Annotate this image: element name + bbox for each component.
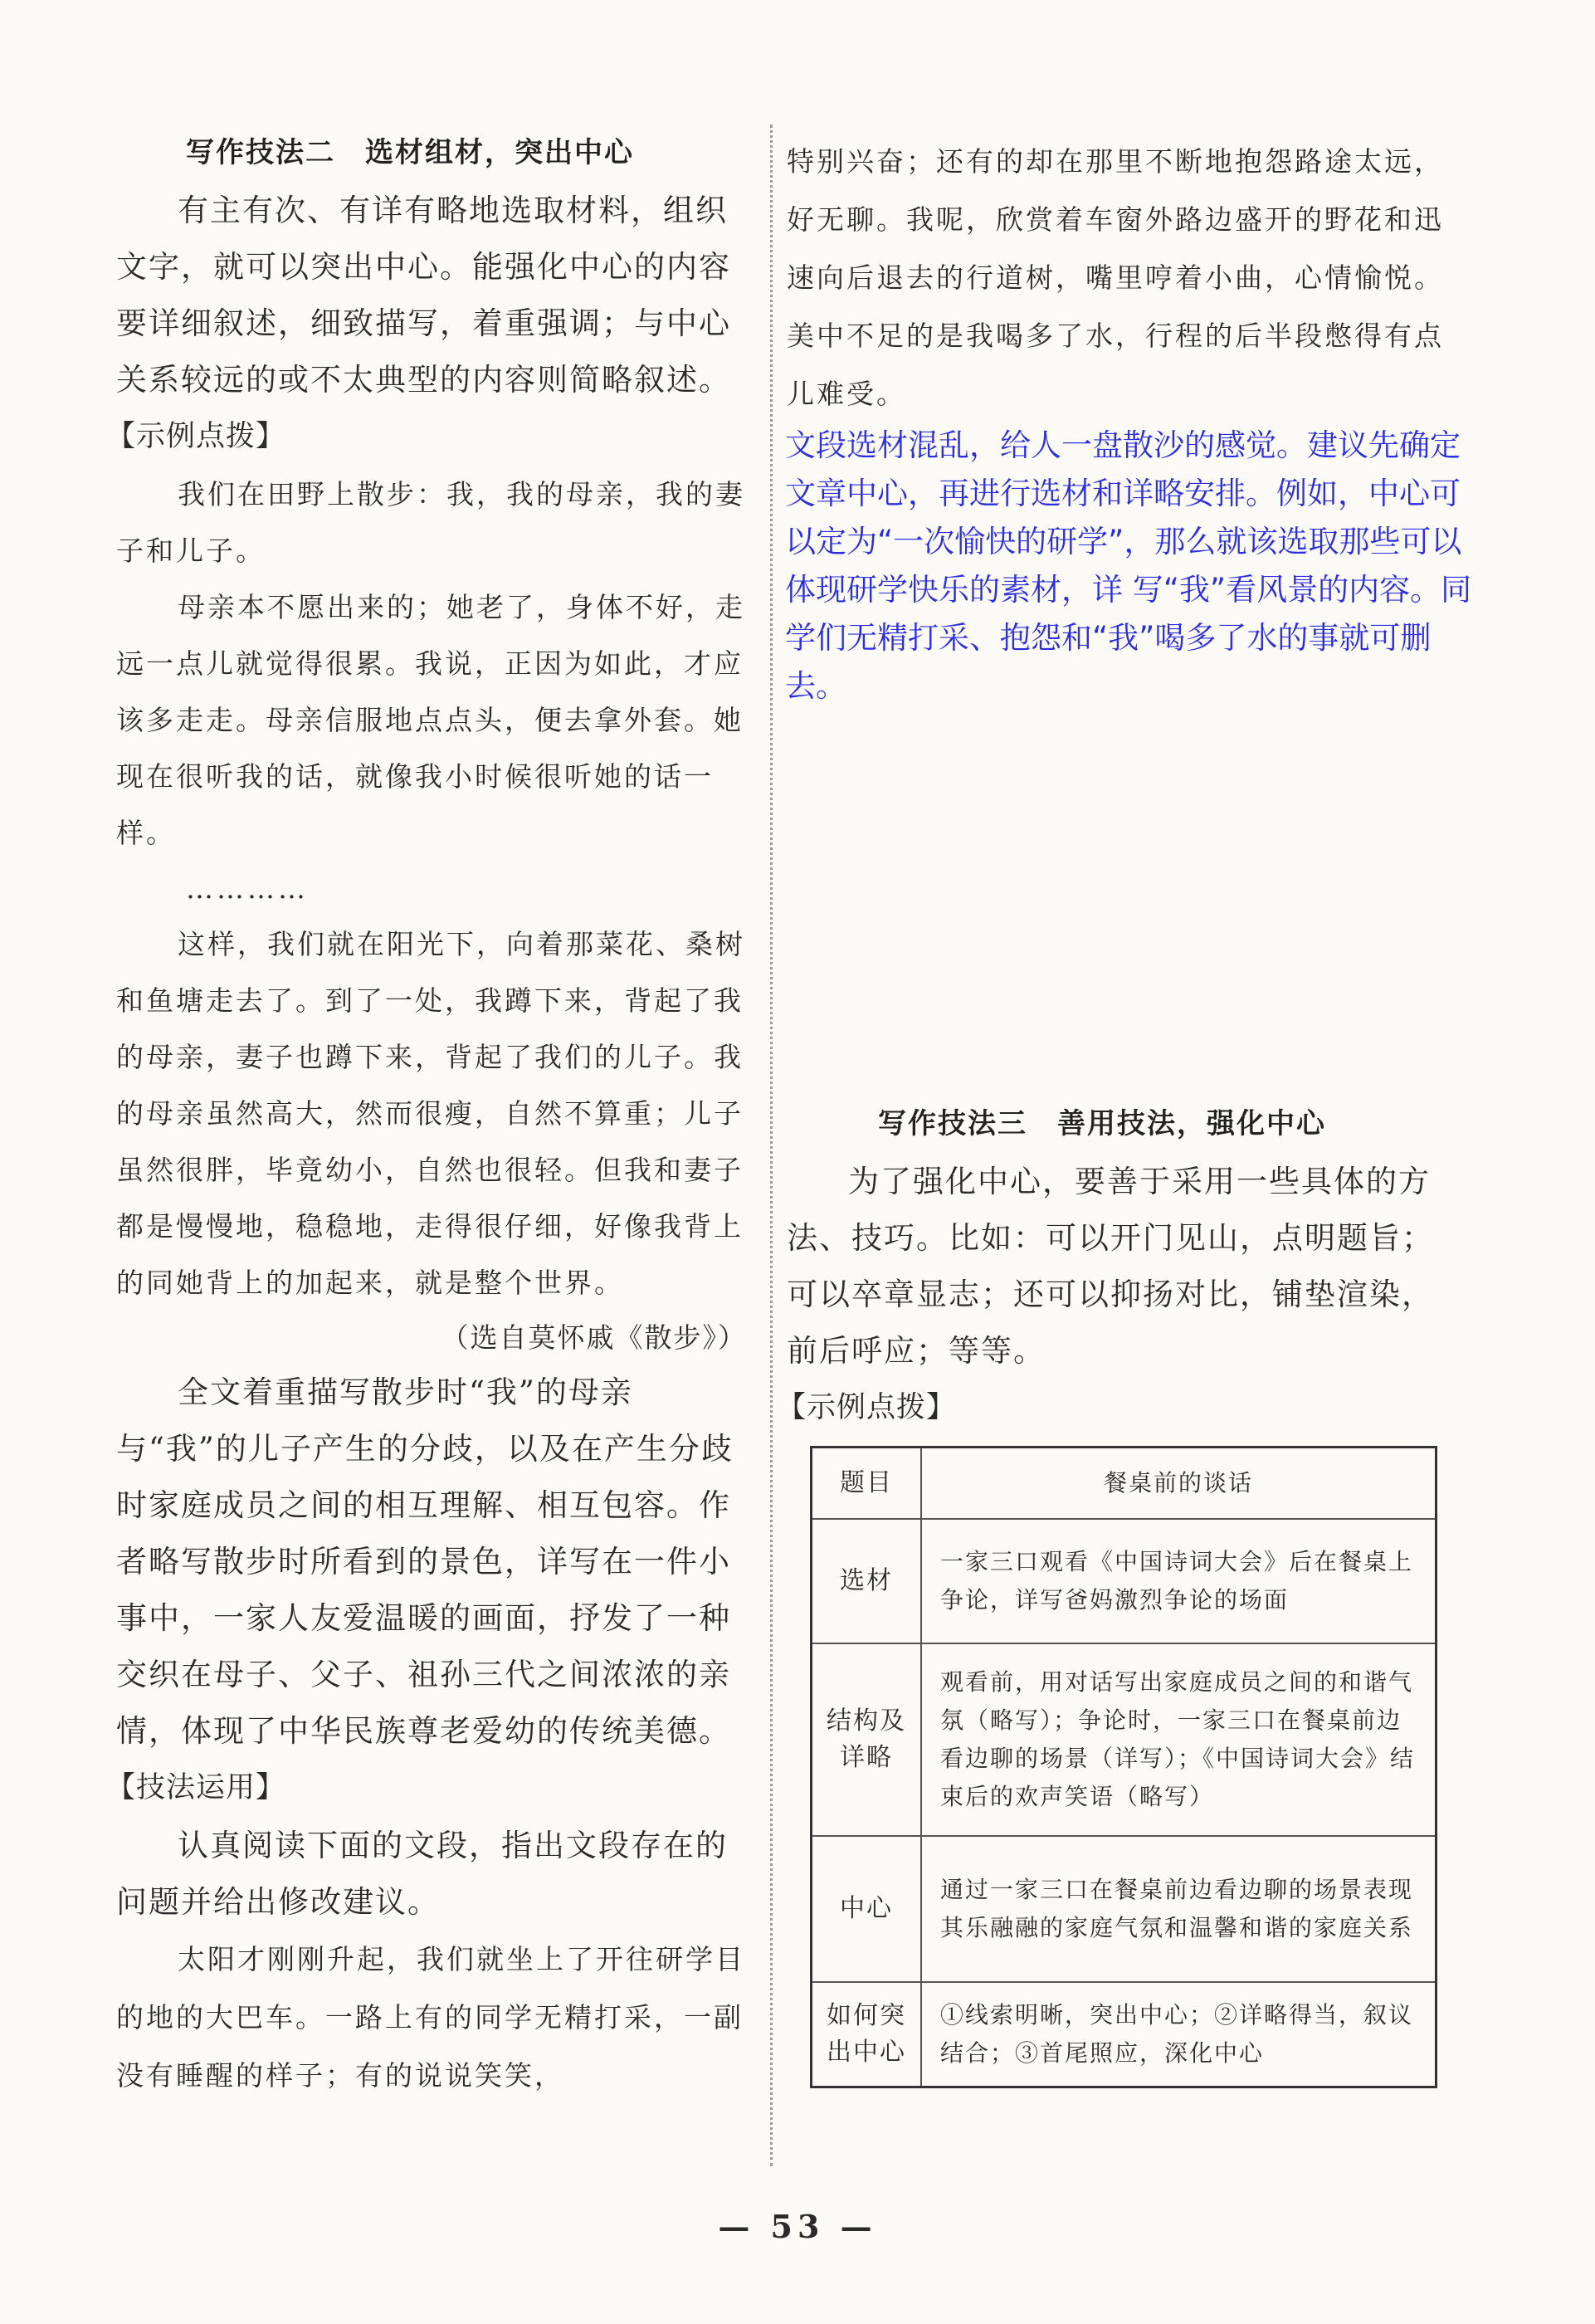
example-label: 【示例点拨】: [777, 1391, 957, 1424]
table-row: [812, 1643, 1436, 1836]
table-header-value: 餐桌前的谈话: [921, 1448, 1436, 1520]
handwritten-answer: 文段选材混乱，给人一盘散沙的感觉。建议先确定文章中心，再进行选材和详略安排。例如，中心可以定为“一次愉快的研学”，那么就该选取那些可以体现研学快乐的素材，详 写“我”看风景的内容。同学们无精打采、抱怨和“我”喝多了水的事就可删去。: [785, 427, 1472, 704]
table-row: [812, 1519, 1436, 1643]
table-row-key: 结构及详略: [812, 1643, 922, 1836]
section-heading-3: 写作技法三 善用技法，强化中心: [878, 1107, 1326, 1140]
section-intro: 为了强化中心，要善于采用一些具体的方法、技巧。比如：可以开门见山，点明题旨；可以卒章显志；还可以抑扬对比，铺垫渲染，前后呼应；等等。: [787, 1164, 1434, 1369]
example-paragraph: 我们在田野上散步：我，我的母亲，我的妻子和儿子。: [116, 478, 745, 567]
example-paragraph: 这样，我们就在阳光下，向着那菜花、桑树和鱼塘走去了。到了一处，我蹲下来，背起了我的母亲，妻子也蹲下来，背起了我们的儿子。我的母亲虽然高大，然而很瘦，自然不算重；儿子虽然很胖，毕竟幼小，自然也很轻。但我和妻子都是慢慢地，稳稳地，走得很仔细，好像我背上的同她背上的加起来，就是整个世界。: [116, 928, 745, 1299]
example-analysis: 全文着重描写散步时“我”的母亲与“我”的儿子产生的分歧，以及在产生分歧时家庭成员之间的相互理解、相互包容。作者略写散步时所看到的景色，详写在一件小事中，一家人友爱温暖的画面，抒发了一种交织在母子、父子、祖孙三代之间浓浓的亲情，体现了中华民族尊老爱幼的传统美德。: [116, 1374, 734, 1749]
table-row-value: 一家三口观看《中国诗词大会》后在餐桌上争论，详写爸妈激烈争论的场面: [921, 1519, 1436, 1643]
table-row-value: 观看前，用对话写出家庭成员之间的和谐气氛（略写）；争论时，一家三口在餐桌前边看边聊的场景（详写）；《中国诗词大会》结束后的欢声笑语（略写）: [921, 1643, 1436, 1836]
table-row-key: 中心: [812, 1836, 922, 1982]
section-heading-2: 写作技法二 选材组材，突出中心: [186, 136, 634, 169]
column-divider: [770, 124, 773, 2166]
example-source: （选自莫怀戚《散步》）: [441, 1321, 747, 1354]
table-header-row: [812, 1448, 1436, 1520]
table-row-key: 选材: [812, 1519, 922, 1643]
table-row: [812, 1836, 1436, 1982]
table-row-key: 如何突出中心: [812, 1982, 922, 2087]
practice-text: 太阳才刚刚升起，我们就坐上了开往研学目的地的大巴车。一路上有的同学无精打采，一副没有睡醒的样子；有的说说笑笑，: [116, 1943, 745, 2092]
table-row-value: 通过一家三口在餐桌前边看边聊的场景表现其乐融融的家庭气氛和温馨和谐的家庭关系: [921, 1836, 1436, 1982]
example-paragraph: 母亲本不愿出来的；她老了，身体不好，走远一点儿就觉得很累。我说，正因为如此，才应该多走走。母亲信服地点点头，便去拿外套。她现在很听我的话，就像我小时候很听她的话一样。: [116, 591, 745, 849]
section-3: [777, 1104, 1451, 2088]
left-column: [106, 133, 747, 2105]
section-intro: 有主有次、有详有略地选取材料，组织文字，就可以突出中心。能强化中心的内容要详细叙述，细致描写，着重强调；与中心关系较远的或不太典型的内容则简略叙述。: [116, 193, 731, 398]
page-number: — 53 —: [718, 2208, 877, 2245]
table-header-key: 题目: [812, 1448, 922, 1520]
example-table: [810, 1446, 1437, 2088]
practice-instruction: 认真阅读下面的文段，指出文段存在的问题并给出修改建议。: [116, 1828, 728, 1920]
right-column: [787, 133, 1451, 423]
table-row-value: ①线索明晰，突出中心；②详略得当，叙议结合；③首尾照应，深化中心: [921, 1982, 1436, 2087]
practice-label: 【技法运用】: [106, 1771, 286, 1804]
ellipsis: …………: [186, 872, 309, 905]
table-row: [812, 1982, 1436, 2087]
practice-text-continued: 特别兴奋；还有的却在那里不断地抱怨路途太远，好无聊。我呢，欣赏着车窗外路边盛开的野花和迅速向后退去的行道树，嘴里哼着小曲，心情愉悦。美中不足的是我喝多了水，行程的后半段憋得有点儿难受。: [787, 145, 1444, 410]
example-label: 【示例点拨】: [106, 420, 286, 453]
